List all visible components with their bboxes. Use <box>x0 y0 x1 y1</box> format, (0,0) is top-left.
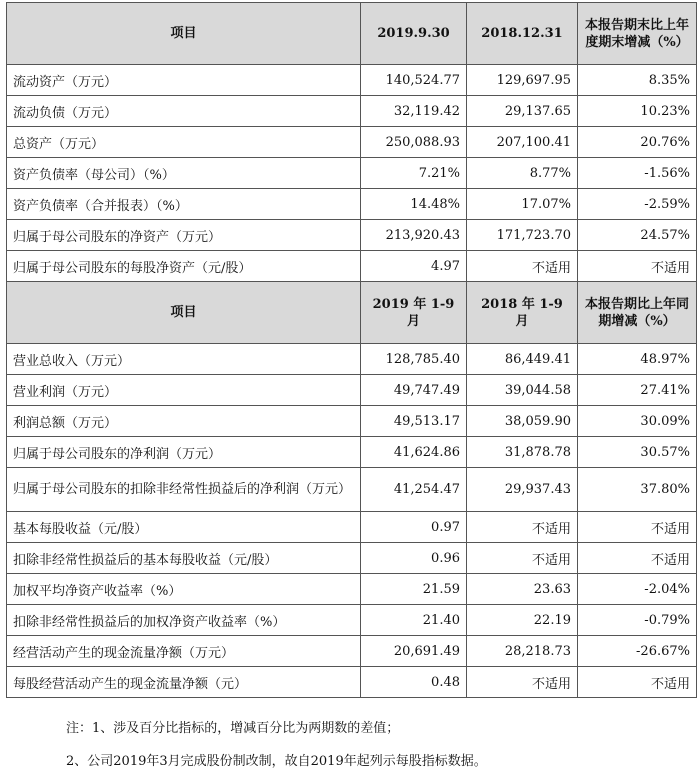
value-change: 不适用 <box>578 251 697 282</box>
table-row <box>7 189 697 220</box>
row-label: 总资产（万元） <box>7 127 361 158</box>
table-row <box>7 220 697 251</box>
balance-sheet-section <box>7 3 697 282</box>
value-2018: 23.63 <box>467 574 578 605</box>
row-label: 营业总收入（万元） <box>7 344 361 375</box>
header-period-2018: 2018 年 1-9 月 <box>467 282 578 344</box>
financial-table <box>6 2 697 698</box>
value-2018: 8.77% <box>467 158 578 189</box>
header-item: 项目 <box>7 282 361 344</box>
row-label: 资产负债率（母公司）（%） <box>7 158 361 189</box>
row-label: 利润总额（万元） <box>7 406 361 437</box>
table-row <box>7 512 697 543</box>
value-2019: 0.96 <box>361 543 467 574</box>
value-change: -0.79% <box>578 605 697 636</box>
row-label: 资产负债率（合并报表）（%） <box>7 189 361 220</box>
table-row <box>7 96 697 127</box>
value-2018: 171,723.70 <box>467 220 578 251</box>
table-row <box>7 667 697 698</box>
header-row-balance <box>7 3 697 65</box>
row-label: 基本每股收益（元/股） <box>7 512 361 543</box>
row-label: 扣除非经常性损益后的基本每股收益（元/股） <box>7 543 361 574</box>
note-1: 注：1、涉及百分比指标的，增减百分比为两期数的差值； <box>66 721 400 736</box>
row-label: 归属于母公司股东的净资产（万元） <box>7 220 361 251</box>
value-2019: 20,691.49 <box>361 636 467 667</box>
value-2019: 41,254.47 <box>361 468 467 512</box>
header-period-2019: 2019 年 1-9 月 <box>361 282 467 344</box>
table-row <box>7 344 697 375</box>
row-label: 经营活动产生的现金流量净额（万元） <box>7 636 361 667</box>
value-change: 10.23% <box>578 96 697 127</box>
table-row <box>7 375 697 406</box>
value-2018: 不适用 <box>467 543 578 574</box>
value-2018: 不适用 <box>467 667 578 698</box>
value-2019: 0.97 <box>361 512 467 543</box>
value-change: 8.35% <box>578 65 697 96</box>
header-row-income <box>7 282 697 344</box>
row-label: 每股经营活动产生的现金流量净额（元） <box>7 667 361 698</box>
value-change: 24.57% <box>578 220 697 251</box>
value-2018: 28,218.73 <box>467 636 578 667</box>
row-label: 扣除非经常性损益后的加权净资产收益率（%） <box>7 605 361 636</box>
value-change: 不适用 <box>578 543 697 574</box>
value-change: 20.76% <box>578 127 697 158</box>
header-change: 本报告期末比上年度期末增减（%） <box>578 3 697 65</box>
row-label: 流动负债（万元） <box>7 96 361 127</box>
header-item: 项目 <box>7 3 361 65</box>
value-2019: 128,785.40 <box>361 344 467 375</box>
value-change: -2.59% <box>578 189 697 220</box>
table-row <box>7 605 697 636</box>
value-2018: 29,937.43 <box>467 468 578 512</box>
value-2019: 32,119.42 <box>361 96 467 127</box>
value-change: -2.04% <box>578 574 697 605</box>
value-2018: 不适用 <box>467 512 578 543</box>
table-row <box>7 574 697 605</box>
row-label: 归属于母公司股东的每股净资产（元/股） <box>7 251 361 282</box>
value-change: 37.80% <box>578 468 697 512</box>
value-2019: 140,524.77 <box>361 65 467 96</box>
value-2018: 207,100.41 <box>467 127 578 158</box>
value-2019: 21.40 <box>361 605 467 636</box>
header-prior-year-end: 2018.12.31 <box>467 3 578 65</box>
value-2019: 213,920.43 <box>361 220 467 251</box>
row-label: 加权平均净资产收益率（%） <box>7 574 361 605</box>
table-row <box>7 543 697 574</box>
value-2019: 4.97 <box>361 251 467 282</box>
value-change: 30.09% <box>578 406 697 437</box>
table-row <box>7 468 697 512</box>
note-2: 2、公司2019年3月完成股份制改制，故自2019年起列示每股指标数据。 <box>66 754 487 769</box>
value-change: -26.67% <box>578 636 697 667</box>
table-row <box>7 406 697 437</box>
table-row <box>7 437 697 468</box>
value-change: 30.57% <box>578 437 697 468</box>
value-change: -1.56% <box>578 158 697 189</box>
value-2019: 7.21% <box>361 158 467 189</box>
value-2018: 86,449.41 <box>467 344 578 375</box>
value-2019: 49,513.17 <box>361 406 467 437</box>
value-2019: 49,747.49 <box>361 375 467 406</box>
value-change: 48.97% <box>578 344 697 375</box>
header-period-end: 2019.9.30 <box>361 3 467 65</box>
value-change: 不适用 <box>578 667 697 698</box>
value-2019: 14.48% <box>361 189 467 220</box>
header-change: 本报告期比上年同期增减（%） <box>578 282 697 344</box>
value-2019: 41,624.86 <box>361 437 467 468</box>
table-row <box>7 127 697 158</box>
row-label: 流动资产（万元） <box>7 65 361 96</box>
value-2018: 17.07% <box>467 189 578 220</box>
value-2019: 0.48 <box>361 667 467 698</box>
table-row <box>7 251 697 282</box>
row-label: 归属于母公司股东的扣除非经常性损益后的净利润（万元） <box>7 468 361 512</box>
table-notes <box>66 712 487 778</box>
table-row <box>7 158 697 189</box>
income-section <box>7 282 697 698</box>
table-row <box>7 636 697 667</box>
value-2018: 22.19 <box>467 605 578 636</box>
value-2018: 39,044.58 <box>467 375 578 406</box>
value-2018: 29,137.65 <box>467 96 578 127</box>
value-2019: 21.59 <box>361 574 467 605</box>
row-label: 归属于母公司股东的净利润（万元） <box>7 437 361 468</box>
value-2019: 250,088.93 <box>361 127 467 158</box>
row-label: 营业利润（万元） <box>7 375 361 406</box>
value-2018: 38,059.90 <box>467 406 578 437</box>
table-row <box>7 65 697 96</box>
value-2018: 129,697.95 <box>467 65 578 96</box>
value-change: 不适用 <box>578 512 697 543</box>
value-2018: 不适用 <box>467 251 578 282</box>
value-change: 27.41% <box>578 375 697 406</box>
value-2018: 31,878.78 <box>467 437 578 468</box>
